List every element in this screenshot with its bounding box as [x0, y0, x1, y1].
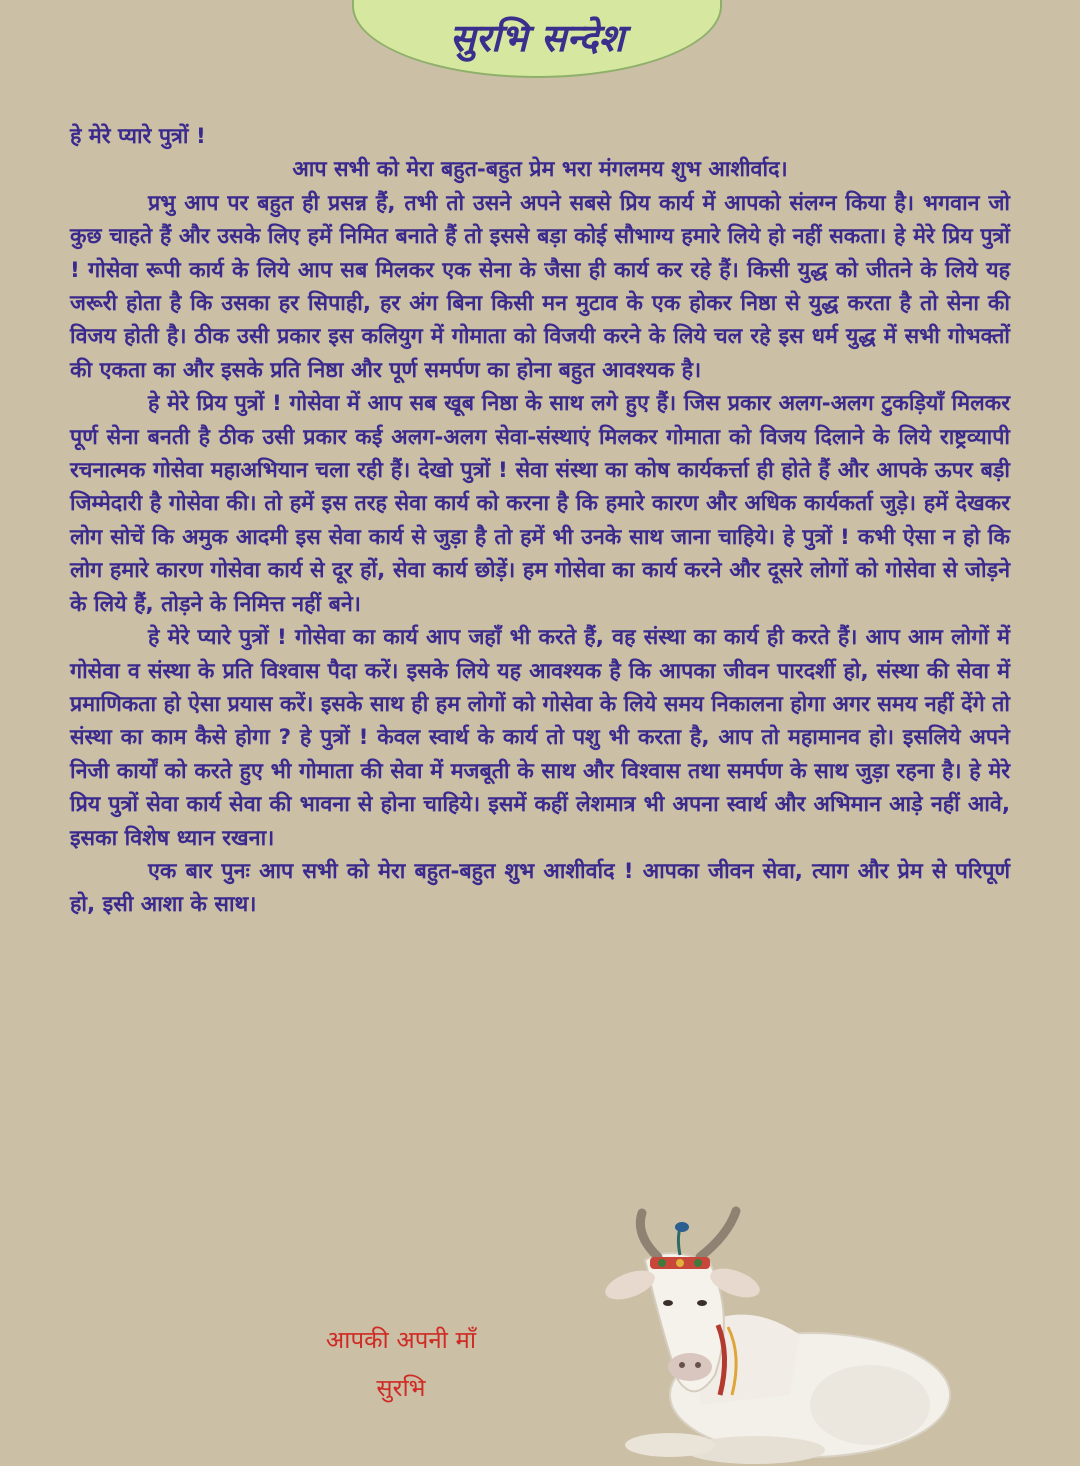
signature-line: आपकी अपनी माँ — [325, 1326, 477, 1354]
header-banner — [352, 0, 722, 78]
cow-image — [550, 1205, 960, 1466]
signature-name: सुरभि — [376, 1374, 426, 1402]
paragraph: प्रभु आप पर बहुत ही प्रसन्न हैं, तभी तो उसने अपने सबसे प्रिय कार्य में आपको संलग्न किया है। भगवान जो कुछ चाहते हैं और उसके लिए हमें निमित बनाते हैं तो इससे बड़ा कोई सौभाग्य हमारे लिये हो नहीं सकता। हे मेरे प्रिय पुत्रों ! गोसेवा रूपी कार्य के लिये आप सब मिलकर एक सेना के जैसा ही कार्य कर रहे हैं। किसी युद्ध को जीतने के लिये यह जरूरी होता है कि उसका हर सिपाही, हर अंग बिना किसी मन मुटाव के एक होकर निष्ठा से युद्ध करता है तो सेना की विजय होती है। ठीक उसी प्रकार इस कलियुग में गोमाता को विजयी करने के लिये चल रहे इस धर्म युद्ध में सभी गोभक्तों की एकता का और इसके प्रति निष्ठा और पूर्ण समर्पण का होना बहुत आवश्यक है। — [70, 190, 1010, 383]
paragraph: एक बार पुनः आप सभी को मेरा बहुत-बहुत शुभ आशीर्वाद ! आपका जीवन सेवा, त्याग और प्रेम से परिपूर्ण हो, इसी आशा के साथ। — [70, 858, 1010, 918]
page-title: सुरभि सन्देश — [449, 15, 625, 60]
letter-body — [70, 120, 1010, 922]
blessing-line: आप सभी को मेरा बहुत-बहुत प्रेम भरा मंगलमय शुभ आशीर्वाद। — [292, 157, 788, 183]
paragraph: हे मेरे प्यारे पुत्रों ! गोसेवा का कार्य आप जहाँ भी करते हैं, वह संस्था का कार्य ही करते हैं। आप आम लोगों में गोसेवा व संस्था के प्रति विश्वास पैदा करें। इसके लिये यह आवश्यक है कि आपका जीवन पारदर्शी हो, संस्था की सेवा में प्रमाणिकता हो ऐसा प्रयास करें। इसके साथ ही हम लोगों को गोसेवा के लिये समय निकालना होगा अगर समय नहीं देंगे तो संस्था का काम कैसे होगा ? हे पुत्रों ! केवल स्वार्थ के कार्य तो पशु भी करता है, आप तो महामानव हो। इसलिये अपने निजी कार्यों को करते हुए भी गोमाता की सेवा में मजबूती के साथ और विश्वास तथा समर्पण के साथ जुड़ा रहना है। हे मेरे प्रिय पुत्रों सेवा कार्य सेवा की भावना से होना चाहिये। इसमें कहीं लेशमात्र भी अपना स्वार्थ और अभिमान आड़े नहीं आवे, इसका विशेष ध्यान रखना। — [70, 625, 1010, 851]
paragraph: हे मेरे प्रिय पुत्रों ! गोसेवा में आप सब खूब निष्ठा के साथ लगे हुए हैं। जिस प्रकार अलग-अलग टुकड़ियाँ मिलकर पूर्ण सेना बनती है ठीक उसी प्रकार कई अलग-अलग सेवा-संस्थाएं मिलकर गोमाता को विजय दिलाने के लिये राष्ट्रव्यापी रचनात्मक गोसेवा महाअभियान चला रही हैं। देखो पुत्रों ! सेवा संस्था का कोष कार्यकर्त्ता ही होते हैं और आपके ऊपर बड़ी जिम्मेदारी है गोसेवा की। तो हमें इस तरह सेवा कार्य को करना है कि हमारे कारण और अधिक कार्यकर्ता जुड़े। हमें देखकर लोग सोचें कि अमुक आदमी इस सेवा कार्य से जुड़ा है तो हमें भी उनके साथ जाना चाहिये। हे पुत्रों ! कभी ऐसा न हो कि लोग हमारे कारण गोसेवा कार्य से दूर हों, सेवा कार्य छोड़ें। हम गोसेवा का कार्य करने और दूसरे लोगों को गोसेवा से जोड़ने के लिये हैं, तोड़ने के निमित्त नहीं बने। — [70, 391, 1010, 617]
salutation: हे मेरे प्यारे पुत्रों ! — [70, 124, 206, 149]
signature — [296, 1316, 506, 1412]
